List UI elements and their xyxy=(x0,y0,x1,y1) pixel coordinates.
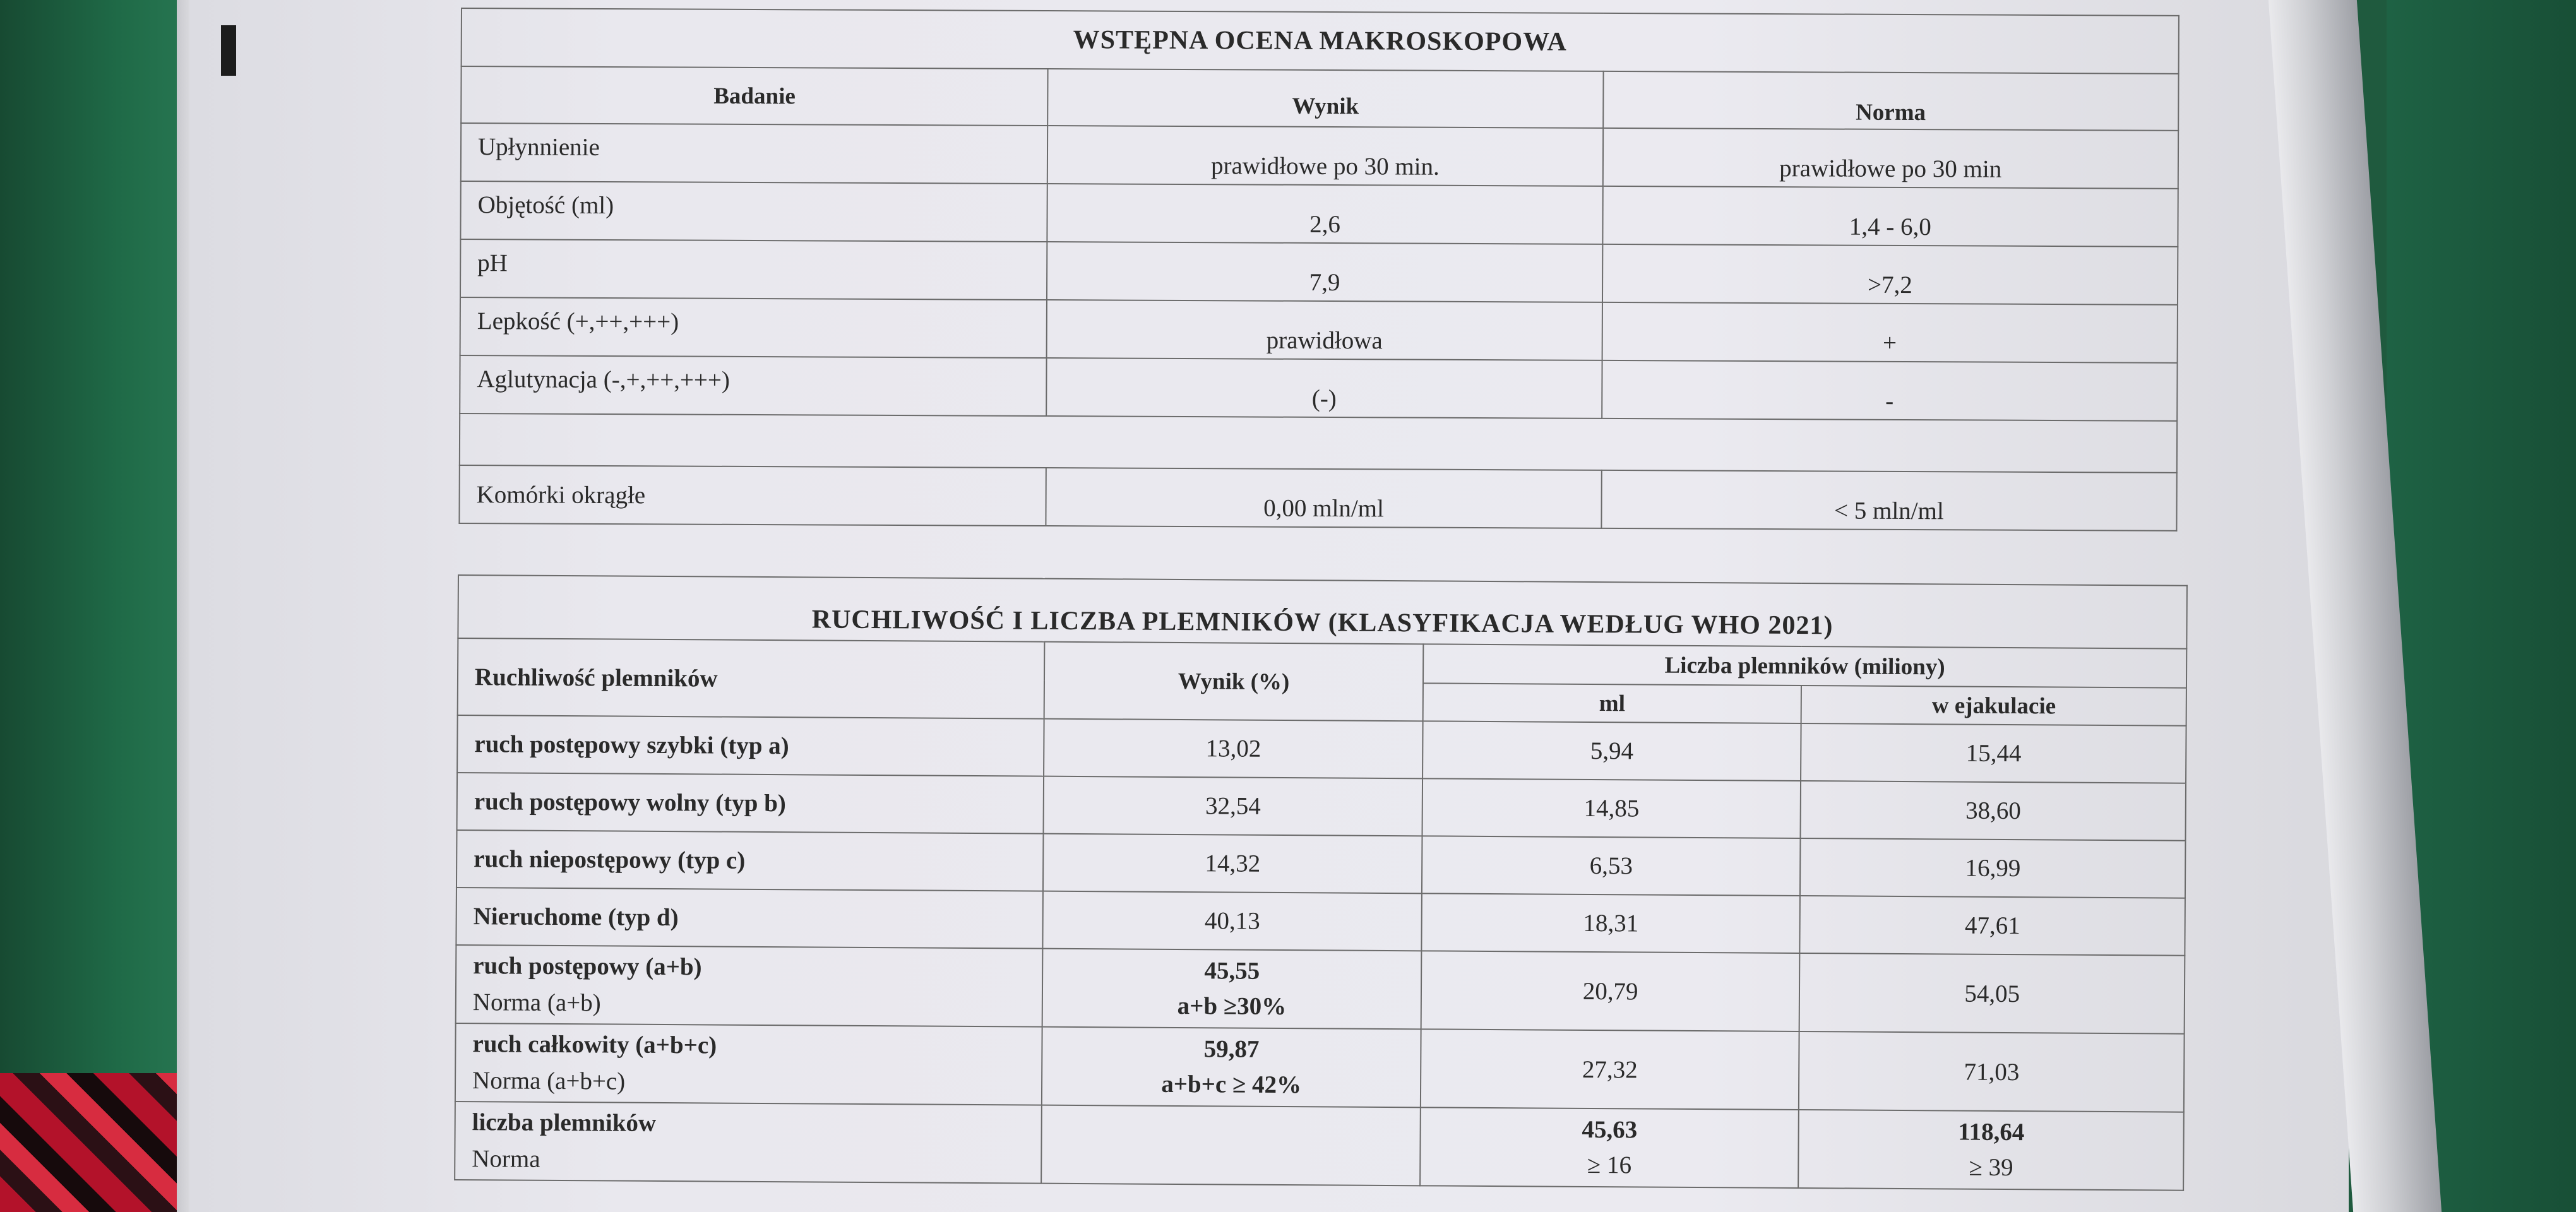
test-result: prawidłowe po 30 min. xyxy=(1047,126,1603,186)
sperm-count-label-cell xyxy=(455,1102,1042,1184)
count-per-ml: 6,53 xyxy=(1422,836,1801,896)
empty-cell xyxy=(1041,1105,1420,1186)
header-result: Wynik (%) xyxy=(1044,642,1423,722)
header-motility: Ruchliwość plemników xyxy=(458,638,1045,719)
header-count: Liczba plemników (miliony) xyxy=(1423,644,2186,687)
test-name: Lepkość (+,++,+++) xyxy=(460,297,1047,358)
progressive-norm: a+b ≥30% xyxy=(1177,992,1287,1021)
test-norm: 1,4 - 6,0 xyxy=(1602,186,2178,247)
macroscopic-title: WSTĘPNA OCENA MAKROSKOPOWA xyxy=(462,8,2179,74)
test-result: (-) xyxy=(1047,358,1602,419)
count-per-ml: 18,31 xyxy=(1421,893,1800,953)
test-result: prawidłowa xyxy=(1047,300,1602,360)
total-result-cell xyxy=(1042,1027,1421,1108)
test-name: Objętość (ml) xyxy=(460,181,1047,242)
test-norm: - xyxy=(1602,360,2178,421)
table-row xyxy=(456,945,2185,1034)
count-per-ml: 14,85 xyxy=(1422,778,1801,838)
count-per-ml: 20,79 xyxy=(1421,951,1800,1031)
total-result: 59,87 xyxy=(1203,1035,1260,1063)
motility-label: Nieruchome (typ d) xyxy=(456,888,1043,949)
test-norm: >7,2 xyxy=(1602,244,2178,305)
table-row xyxy=(461,123,2178,189)
test-norm: + xyxy=(1602,302,2178,363)
test-name: Aglutynacja (-,+,++,+++) xyxy=(460,355,1047,416)
test-norm: < 5 mln/ml xyxy=(1601,470,2177,531)
motility-result: 32,54 xyxy=(1044,776,1422,836)
sperm-count-label: liczba plemników xyxy=(472,1108,657,1137)
sperm-count-ejaculate-cell xyxy=(1799,1110,2184,1191)
table-row xyxy=(460,239,2178,305)
progressive-label-cell xyxy=(456,945,1043,1027)
table-row xyxy=(460,355,2177,421)
total-label-cell xyxy=(455,1023,1042,1105)
count-ejaculate: 38,60 xyxy=(1801,781,2186,841)
count-ejaculate: 47,61 xyxy=(1800,896,2185,956)
count-ejaculate: 54,05 xyxy=(1799,953,2185,1034)
test-name: Upłynnienie xyxy=(461,123,1048,184)
test-name: pH xyxy=(460,239,1047,300)
count-ejaculate: 71,03 xyxy=(1799,1031,2184,1112)
test-result: 2,6 xyxy=(1047,184,1603,244)
total-norm-label: Norma (a+b+c) xyxy=(472,1067,626,1095)
total-norm: a+b+c ≥ 42% xyxy=(1161,1070,1302,1099)
table-row xyxy=(456,830,2186,898)
table-row xyxy=(460,181,2178,247)
table-row xyxy=(455,1023,2185,1112)
binder-clip xyxy=(221,25,236,76)
macroscopic-table xyxy=(458,8,2179,532)
sperm-count-ml: 45,63 xyxy=(1582,1115,1638,1144)
table-row xyxy=(460,297,2178,363)
test-name: Komórki okrągłe xyxy=(459,465,1046,526)
sperm-count-ejaculate: 118,64 xyxy=(1958,1118,2025,1146)
motility-result: 40,13 xyxy=(1043,891,1422,951)
table-row xyxy=(456,888,2185,956)
test-result: 7,9 xyxy=(1047,242,1602,302)
header-per-ml: ml xyxy=(1422,683,1801,723)
sperm-count-ml-norm: ≥ 16 xyxy=(1587,1151,1632,1179)
progressive-norm-label: Norma (a+b) xyxy=(472,989,601,1017)
progressive-label: ruch postępowy (a+b) xyxy=(473,952,702,981)
count-per-ml: 5,94 xyxy=(1422,721,1801,781)
table-row xyxy=(457,773,2186,841)
header-norm: Norma xyxy=(1603,71,2179,131)
table-row xyxy=(455,1102,2184,1191)
sperm-count-norm-label: Norma xyxy=(472,1145,540,1173)
sperm-count-ejaculate-norm: ≥ 39 xyxy=(1969,1153,2013,1182)
motility-result: 14,32 xyxy=(1043,834,1422,894)
count-ejaculate: 15,44 xyxy=(1801,723,2186,783)
motility-label: ruch postępowy wolny (typ b) xyxy=(457,773,1044,834)
count-per-ml: 27,32 xyxy=(1421,1029,1799,1110)
header-test: Badanie xyxy=(461,66,1048,126)
motility-label: ruch postępowy szybki (typ a) xyxy=(457,715,1044,776)
progressive-result: 45,55 xyxy=(1204,957,1260,985)
test-norm: prawidłowe po 30 min xyxy=(1602,128,2178,189)
count-ejaculate: 16,99 xyxy=(1800,838,2185,898)
total-label: ruch całkowity (a+b+c) xyxy=(472,1030,717,1059)
motility-label: ruch niepostępowy (typ c) xyxy=(456,830,1044,891)
header-ejaculate: w ejakulacie xyxy=(1801,686,2186,726)
motility-title: RUCHLIWOŚĆ I LICZBA PLEMNIKÓW (KLASYFIKACJA WEDŁUG WHO 2021) xyxy=(458,575,2187,649)
motility-table xyxy=(454,574,2188,1191)
progressive-result-cell xyxy=(1042,949,1421,1030)
table-row xyxy=(459,465,2176,531)
table-row xyxy=(457,715,2186,783)
sperm-count-ml-cell xyxy=(1420,1107,1799,1188)
spacer-row xyxy=(460,413,2177,473)
motility-result: 13,02 xyxy=(1044,719,1422,779)
header-result: Wynik xyxy=(1048,69,1604,128)
test-result: 0,00 mln/ml xyxy=(1046,468,1602,528)
